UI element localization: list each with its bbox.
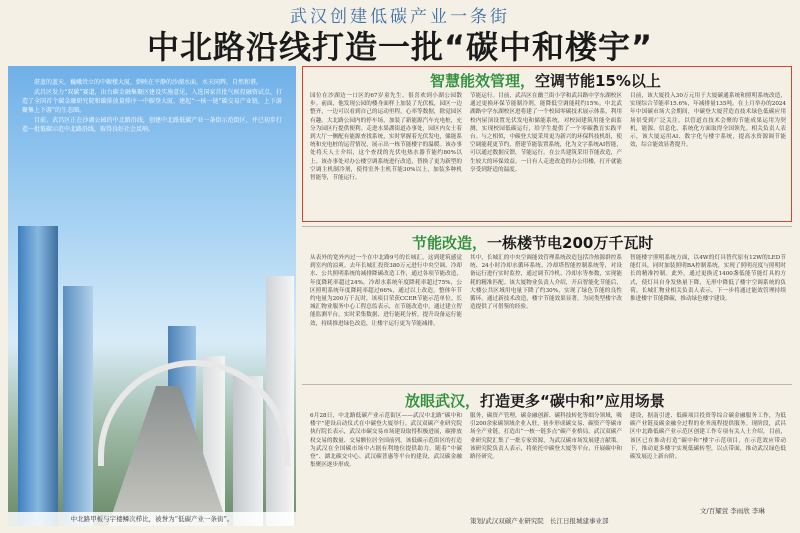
building — [18, 226, 58, 526]
section3-column: 6月28日，中北路低碳产业示范街区——武汉中北路“碳中和楼宇”建设启动仪式在中碳登大厦举行。武汉双碳产业研究院执行院长表示，武汉市碳交易市场建设取得积极进展，碳排放权交易的数量、交易额位居全国前列，该低碳示范街区的打造为武汉在全国碳市场中占据有利地位提供助力。随着“中碳登”、湖北碳交中心、武汉碳普惠等平台的建设，武汉碳金融集聚区逐步形成。 — [310, 413, 462, 469]
section2-column: 智能楼宇照明系统方面，以4W的灯具替代原有12W的LED节能灯具，同时加装照明BA控制系统，实现了照明亮度与照明时长的精准控制。此外，通过更换近1400盏低能节能灯具的方式，使灯具自身发热量下降，无形中降低了楼宇空调系统的负荷。长城汇物业相关负责人表示，下一步将通过能效管理持续推进楼宇节能降碳，推动绿色楼宇建设。 — [630, 255, 786, 303]
section1-title-main: 空调节能15%以上 — [535, 72, 661, 90]
divider — [302, 226, 792, 227]
photo-overlay-text — [22, 78, 282, 135]
divider — [302, 384, 792, 385]
section1-title — [430, 70, 661, 91]
photo-paragraph: 湛蓝的蓝天，巍峨耸立的中銀楼大厦，倒映在平静的沙湖水面，水天同辉，自然和谐。 — [34, 79, 263, 86]
section3-title-main: 打造更多“碳中和”应用场景 — [480, 392, 665, 410]
photo-paragraph: 武昌区发力“双碳”赛道，出台碳金融集聚区建设实施意见，入选国家首批气候投融资试点，打造了全国首个碳金融研究院和碳排放量排序一中碳登大厦，建起“一核一链”碳交易产业链，上下游聚集上下游”的生态圈。 — [22, 89, 282, 114]
credit-planner: 策划/武汉双碳产业研究院 — [470, 517, 544, 525]
photo-paragraph: 目前，武昌区正在沙湖公园的中北路沿线，创建中北路低碳产业一条街示范街区，并已初步打造一批低碳示范中北路沿线，取得良好社会反响。 — [22, 117, 282, 133]
section2-title — [412, 232, 653, 253]
section3-title-lead: 放眼武汉， — [405, 392, 481, 410]
section3-title — [405, 390, 665, 411]
section3-column: 建设，据南引进、低碳项目投资等综合碳金融服务工作，为低碳产业链及碳金融全过程的业务流程提供服务。现阶段，武昌区中北路低碳产业示范区创建工作专项有关人士介绍，目前，该区已在推动打造“碳中和”楼宇示范项目，在示范效应带动下，推动更多楼宇实现低碳转型，以点带面，推动武汉绿色低碳发展迈上新台阶。 — [630, 413, 786, 461]
credit-authors: 文/百耀萱 李雨欣 李琳 — [700, 507, 765, 515]
building — [63, 286, 93, 526]
kicker: 武汉创建低碳产业一条街 — [290, 7, 510, 27]
section3-column: 服务，碳资产管理，碳金融创新、碳科技转化等细分领域，吸引200余家碳领域企业入驻，初步形成碳交易、碳资产等碳市场全产业链，打造出“一核一链多点”碳产业格局。武汉双碳产业研究院汇集了一批专家资源，为武汉碳市场发展建言献策。该研究院负责人表示，将依托中碳登大厦等平台，开展碳中和路径研究。 — [470, 413, 622, 461]
photo-caption: 中北路甲板与宇楼鳞次栉比，被誉为“低碳产业一条街”。 — [8, 512, 296, 526]
section2-title-lead: 节能改造， — [412, 234, 488, 252]
section1-column: 园位在沙湖边一口区的67岁童先生，很喜欢到小湖公园散步。前面，他发现公园的楼身面样上加装了光伏板，园区一边整齐，一边可以看到自己的运动里程，心率等数据，除觉园区有趣。大北路公园内的停车场，加装了新能源汽车充电桩，充分为园区行提供便利。走进水果湖街道办事处，园区内女士着到大厅一侧配有能源查找系统，实时掌握着光伏发电，储能系统和充电桩的运营情况，展示出一栋节能楼宇的温暖。该办事处将天人士介绍，这个查找的光伏电热水器节能约80%以上。该办事处对办公楼空调系统进行改造，替换了更为新型的空调主机制冷剂，使得室外主机节能30%以上，加装多种机智能等，节能运行。 — [310, 93, 462, 182]
section1-column: 节能运行。目前，武昌区在幽兰街小学和武昌路中学东湖校区通过更换环保节能制冷剂，能降低空调能耗约15%。中北武湖路中学东湖校区进将建了一个校园零碳技术展示体系，利用校内屋顶设置光伏发电和储能系统，对校园建筑用能全面监测，实现校园低碳运行，给学生提供了一个零碳教育实践平台。与之相似，中碳登大厦采用更为新兴的环保科技机组，使空调能耗更节约，搭建节能装置系统，化为文字系统AI智能，可以通过数据反馈，节能运行。在公共建筑采用节能改造，产生较大的环保效益。一日有人走进改造的办公用楼，打开就能享受到舒适的温度。 — [470, 93, 622, 173]
section2-column: 从表外的宽外内过一个在中北路9号的长城汇，这到建筑感觉到室内的凉爽。去年长城汇投资380万元进行中央空调、冷却水、公共照明系统的减排降碳改造工作，通过各项节能改造，年度降耗率超过24%，冷却水系统年度降耗率超过75%，公区照明系统年度降耗率超过66%，通过以上改造，整体年节约电量为200万千瓦时，该项目荣获CCER节能示范单位。长城汇物业服务中心工程总监表示，在节能改造中，通过建立智能监测平台，实时采集数据、进行能耗分析，提升设备运行能效，持续推进绿色改造，让楼宇运行更为节能减排。 — [310, 255, 462, 327]
section1-title-lead: 智慧能效管理， — [430, 72, 536, 90]
credit-department: 长江日报城建事业部 — [550, 517, 609, 525]
city-photo — [8, 66, 296, 526]
section2-column: 其中，长城汇的中央空调能效管理系统改造包括冷热源群控系统、24小时冷却水循环系统、冷却塔智能控制系统等，对设备运行进行实时监控，通过调节冷机、冷却水等参数，实现能耗的精准匹配。该大厦物业负责人介绍，开启智能化节能后，大楼公共区域用电量下降了约30%，实现了绿色节能的良性循环。通过新技术改造，楼宇节能效果显著，为同类型楼宇改造提供了可借鉴的经验。 — [470, 255, 622, 311]
section2-title-main: 一栋楼节电200万千瓦时 — [487, 234, 654, 252]
section1-column: 目前，该大厦投入30万元用于大厦碳通系统和照明系统改造，实现综合节能率15.6%，年减排量135吨。在上月举办的2024年中国碳市场大会期间，中碳登大厦营造直技术绿色低碳应用场景受到广泛关注。以管道直技术会聚的节能成果运用为契机，能源、信息化、系统化方面取得全国领先。相关负责人表示，该大厦运用AI、数字化与楼宇系统，提高水资源调节能效，综合能效显著提升。 — [630, 93, 786, 149]
headline: 中北路沿线打造一批“碳中和楼宇” — [146, 28, 654, 66]
